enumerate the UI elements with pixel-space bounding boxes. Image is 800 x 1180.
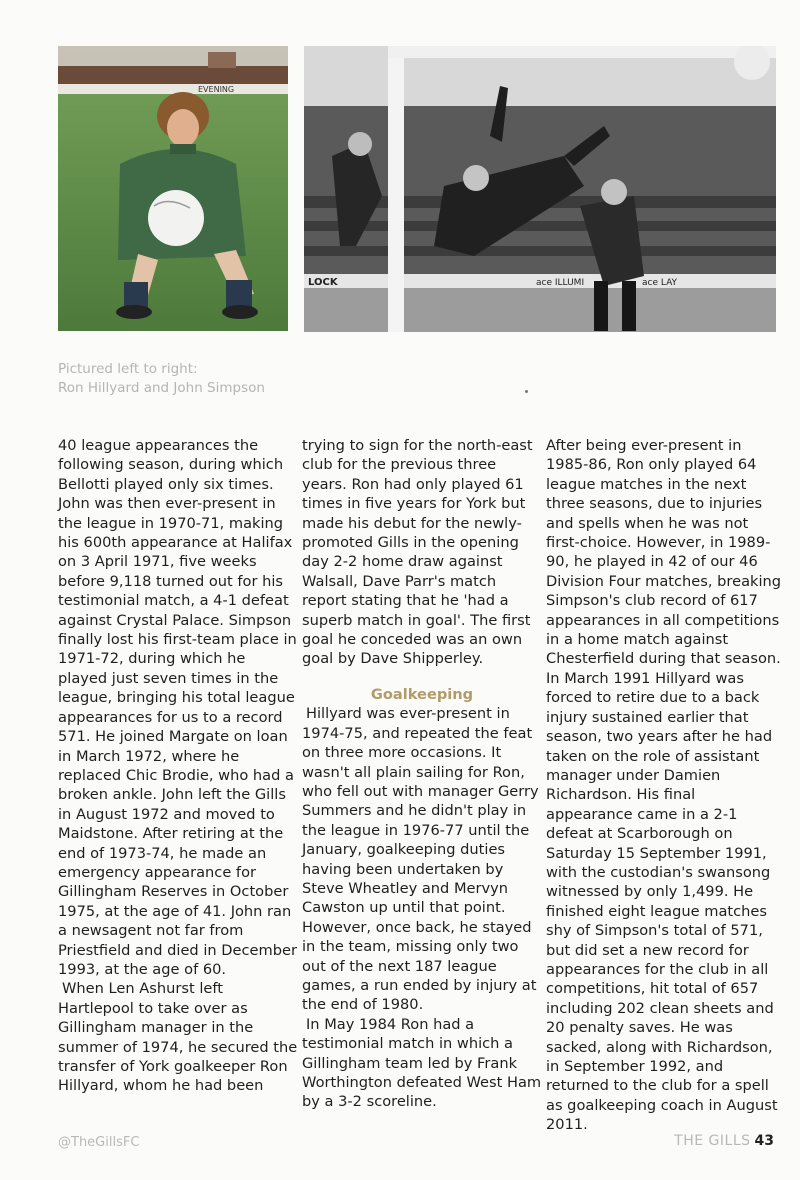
text-column-1 [58, 436, 298, 1096]
hoarding-text-right: ace LAY [642, 278, 678, 288]
footer-section-label: THE GILLS [674, 1133, 751, 1149]
paragraph: trying to sign for the north-east club for the previous three years. Ron had only played 61 times in five years for York but made his debut for the newly-promoted Gills in the opening day 2-2 home draw against Walsall, Dave Parr's match report stating that he 'had a superb match in goal'. The first goal he conceded was an own goal by Dave Shipperley. [302, 437, 533, 668]
text-column-3 [546, 436, 786, 1135]
page-number: 43 [754, 1133, 774, 1149]
hoarding-text-mid: ace ILLUMI [536, 278, 585, 288]
paragraph: In May 1984 Ron had a testimonial match in which a Gillingham team led by Frank Worthington defeated West Ham by a 3-2 scoreline. [302, 1015, 542, 1111]
photo-ron-hillyard [58, 46, 288, 331]
paragraph: When Len Ashurst left Hartlepool to take over as Gillingham manager in the summer of 1974, he secured the transfer of York goalkeeper Ron Hillyard, whom he had been [58, 980, 298, 1095]
text-column-2 [302, 436, 542, 1112]
caption-line-1: Pictured left to right: [58, 361, 198, 377]
caption-line-2: Ron Hillyard and John Simpson [58, 380, 265, 396]
paragraph: 40 league appearances the following season, during which Bellotti played only six times. John was then ever-present in the league in 1970-71, making his 600th appearance at Halifax on 3 April 1971, five weeks before 9,118 turned out for his testimonial match, a 4-1 defeat against Crystal Palace. Simpson finally lost his first-team place in 1971-72, during which he played just seven times in the league, bringing his total league appearances for us to a record 571. He joined Margate on loan in March 1972, where he replaced Chic Brodie, who had a broken ankle. John left the Gills in August 1972 and moved to Maidstone. After retiring at the end of 1973-74, he made an emergency appearance for Gillingham Reserves in October 1975, at the age of 41. John ran a newsagent not far from Priestfield and died in December 1993, at the age of 60. [58, 437, 297, 978]
photo-caption [58, 360, 318, 398]
paragraph: Hillyard was ever-present in 1974-75, and repeated the feat on three more occasions. It wasn't all plain sailing for Ron, who fell out with manager Gerry Summers and he didn't play in the league in 1976-77 until the January, goalkeeping duties having been undertaken by Steve Wheatley and Mervyn Cawston up until that point. However, once back, he stayed in the team, missing only two out of the next 187 league games, a run ended by injury at the end of 1980. [302, 705, 539, 1014]
paragraph: After being ever-present in 1985-86, Ron only played 64 league matches in the next three seasons, due to injuries and spells when he was not first-choice. However, in 1989-90, he played in 42 of our 46 Division Four matches, breaking Simpson's club record of 617 appearances in all competitions in a home match against Chesterfield during that season. In March 1991 Hillyard was forced to retire due to a back injury sustained earlier that season, two years after he had taken on the role of assistant manager under Damien Richardson. His final appearance came in a 2-1 defeat at Scarborough on Saturday 15 September 1991, with the custodian's swansong witnessed by only 1,499. He finished eight league matches shy of Simpson's total of 571, but did set a new record for appearances for the club in all competitions, hit total of 657 including 202 clean sheets and 20 penalty saves. He was sacked, along with Richardson, in September 1992, and returned to the club for a spell as goalkeeping coach in August 2011. [546, 437, 782, 1134]
hoarding-text-left: LOCK [308, 277, 338, 288]
section-subheading: Goalkeeping [370, 685, 474, 703]
photo-goalkeeper-save [304, 46, 776, 332]
footer-section [674, 1133, 774, 1149]
stray-dot [525, 390, 528, 393]
stadium-sign-text: EVENING [198, 85, 235, 94]
footer-social-handle: @TheGillsFC [58, 1135, 140, 1150]
